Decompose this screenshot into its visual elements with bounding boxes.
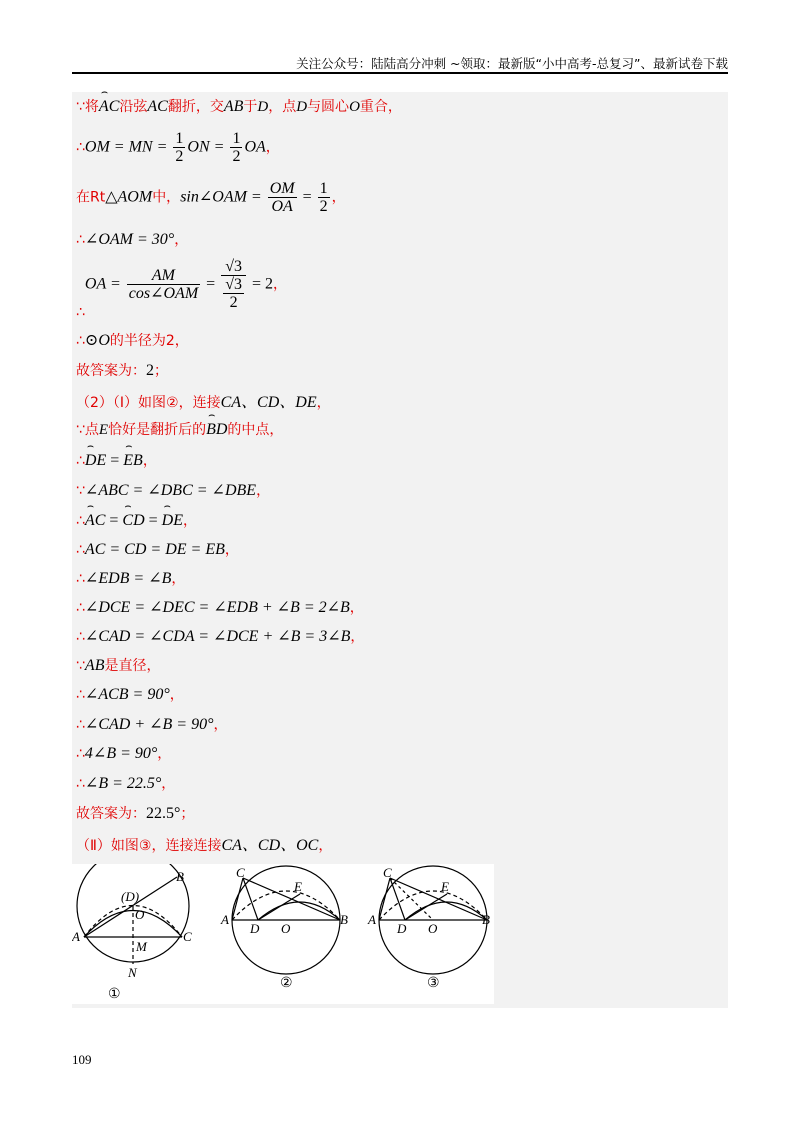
text: 的半径为2，: [109, 333, 189, 349]
math: =: [105, 512, 123, 529]
header-rule: [72, 72, 728, 74]
line-22: [76, 803, 194, 823]
line-10: [76, 450, 157, 470]
denominator: cos∠OAM: [128, 285, 199, 302]
fig2-label-a: A: [221, 912, 229, 927]
math: ∠CAD + ∠B = 90°: [84, 716, 214, 733]
math: AC = CD = DE = EB: [84, 541, 225, 558]
line-16: [76, 626, 364, 646]
fig3-dashed-arc: [379, 891, 487, 920]
fig2-label-c: C: [236, 865, 245, 880]
math: ∠OAM = 30°: [84, 231, 175, 248]
math: O: [349, 99, 360, 115]
math: =: [298, 188, 316, 206]
punct: ，: [331, 189, 346, 206]
fig2-label-o: O: [281, 921, 291, 936]
arc-ac: ⌢ AC: [85, 512, 105, 530]
fig1-label-n: N: [128, 965, 137, 980]
line-9: [76, 419, 283, 439]
punct: ，: [256, 483, 271, 499]
punct: ，: [224, 542, 239, 558]
fig1-caption: ①: [108, 987, 121, 1002]
math: OM = MN =: [84, 138, 172, 156]
punct: ，: [171, 571, 186, 587]
line-14: [76, 568, 185, 588]
text: 中，: [152, 189, 181, 206]
fig3-label-b: B: [482, 912, 490, 927]
math: ∠DCE = ∠DEC = ∠EDB + ∠B = 2∠B: [84, 599, 350, 616]
line-17: [76, 655, 160, 675]
punct: ，: [161, 776, 176, 792]
fig3-line-cd: [390, 878, 405, 920]
therefore-symbol: ∴: [76, 139, 85, 156]
therefore-symbol: ∴: [76, 687, 85, 703]
math: D: [257, 99, 269, 115]
line-11: [76, 480, 270, 500]
fig1-label-o: O: [135, 907, 145, 922]
fig3-caption: ③: [427, 976, 440, 991]
punct: ，: [142, 453, 157, 469]
math: OA: [244, 138, 266, 156]
line-21: [76, 773, 175, 793]
therefore-symbol: ∴: [76, 746, 85, 762]
math: ⊙O: [84, 332, 110, 349]
therefore-symbol: ∴: [76, 333, 85, 349]
fig1-label-m: M: [136, 939, 147, 954]
math: △AOM: [105, 188, 153, 206]
math: ON =: [187, 138, 229, 156]
line-15: [76, 597, 364, 617]
solution-content: [72, 92, 728, 1008]
math: 4∠B = 90°: [84, 745, 158, 762]
fig2-dashed-arc: [232, 891, 340, 920]
line-13: [76, 539, 239, 559]
math: CA、CD、OC: [221, 837, 319, 854]
therefore-symbol: ∴: [76, 232, 85, 248]
numerator: OM: [269, 180, 295, 197]
math: AC: [147, 98, 168, 115]
line-8: [76, 389, 331, 412]
text: ∵将: [76, 99, 99, 115]
line-7: [76, 360, 168, 380]
nested-fraction: [221, 276, 246, 311]
text: 恰好是翻折后的: [108, 422, 207, 438]
punct: ，: [169, 687, 184, 703]
numerator: √3: [225, 276, 242, 293]
line-3: [76, 180, 346, 215]
fraction: [127, 267, 200, 302]
math: = 2: [247, 275, 273, 293]
numerator: 1: [232, 130, 241, 147]
text: （2）（Ⅰ）如图②，连接: [76, 395, 221, 411]
line-18: [76, 684, 184, 704]
text: 是直径，: [104, 658, 161, 674]
math: ∠B = 22.5°: [84, 775, 162, 792]
math: ∠ABC = ∠DBC = ∠DBE: [84, 482, 257, 499]
therefore-symbol: ∴: [76, 629, 85, 645]
denominator: OA: [271, 198, 293, 215]
punct: ，: [174, 232, 189, 248]
punct: ，: [157, 746, 172, 762]
fig1-label-d: (D): [121, 889, 140, 904]
arc-de: ⌢ DE: [162, 512, 183, 530]
text: 故答案为：: [76, 363, 146, 379]
arc-ac: ⌢ AC: [99, 98, 119, 116]
math: =: [144, 512, 162, 529]
text: 的中点，: [227, 422, 284, 438]
therefore-symbol: ∴: [76, 600, 85, 616]
denominator: 2: [175, 148, 184, 165]
text: ，点: [268, 99, 297, 115]
text: 故答案为：: [76, 806, 146, 822]
page-header: 关注公众号：陆陆高分冲刺 ~领取：最新版“小中高考-总复习”、最新试卷下载: [296, 56, 728, 71]
math: ∠EDB = ∠B: [84, 570, 172, 587]
therefore-symbol: ∴: [76, 717, 85, 733]
numerator: √3: [221, 258, 246, 276]
text: 沿弦: [119, 99, 148, 115]
text: 于: [243, 99, 258, 115]
figure-2: [232, 866, 340, 974]
arc-eb: ⌢ EB: [123, 452, 143, 470]
fraction: [221, 258, 246, 311]
denominator: 2: [319, 198, 328, 215]
line-12: [76, 510, 197, 530]
fig2-label-b: B: [340, 912, 348, 927]
punct: ，: [318, 838, 333, 854]
therefore-symbol: ∴: [76, 453, 85, 469]
text: 与圆心: [307, 99, 350, 115]
figures-panel: [72, 864, 494, 1004]
therefore-symbol: ∴: [76, 513, 85, 529]
punct: ，: [265, 139, 280, 156]
numerator: 1: [319, 180, 328, 197]
page-number: 109: [72, 1052, 92, 1067]
text: （Ⅱ）如图③，连接连接: [76, 838, 222, 854]
line-6: [76, 330, 189, 350]
fig1-label-c: C: [183, 929, 192, 944]
math: ∠ACB = 90°: [84, 686, 170, 703]
fig3-label-o: O: [428, 921, 438, 936]
text: 在Rt: [76, 189, 106, 206]
arc-bd: ⌢ BD: [206, 421, 227, 439]
math: CA、CD、DE: [220, 394, 317, 411]
math: =: [106, 452, 124, 469]
answer-value: 22.5°: [146, 805, 181, 822]
fraction: [318, 180, 330, 215]
fig2-label-d: D: [250, 921, 260, 936]
text: 翻折，交: [167, 99, 224, 115]
line-23: [76, 832, 332, 855]
figure-3: [379, 866, 487, 974]
line-2: [76, 130, 280, 165]
fig1-label-b: B: [176, 869, 184, 884]
line-19: [76, 714, 228, 734]
math: ∠CAD = ∠CDA = ∠DCE + ∠B = 3∠B: [84, 628, 351, 645]
fraction: [230, 130, 242, 165]
numerator: 1: [175, 130, 184, 147]
denominator: 2: [229, 294, 238, 311]
punct: ，: [273, 276, 287, 293]
fig3-label-c: C: [383, 865, 392, 880]
math: E: [98, 422, 109, 438]
therefore-symbol: ∴: [76, 571, 85, 587]
denominator: 2: [232, 148, 241, 165]
fig2-caption: ②: [280, 976, 293, 991]
punct: ，: [349, 600, 364, 616]
fraction: [173, 130, 185, 165]
punct: ；: [154, 363, 168, 379]
arc-cd: ⌢ CD: [122, 512, 144, 530]
geometry-figures: [72, 864, 494, 1004]
punct: ，: [213, 717, 228, 733]
line-1: [76, 96, 402, 116]
math: AB: [223, 98, 244, 115]
fig3-label-a: A: [368, 912, 376, 927]
punct: ，: [183, 513, 197, 529]
line-4: [76, 229, 188, 249]
math: =: [202, 275, 220, 293]
fig2-line-cd: [243, 878, 258, 920]
therefore-symbol: ∴: [76, 304, 85, 321]
line-20: [76, 743, 171, 763]
math: OA =: [84, 275, 125, 293]
math: D: [296, 99, 308, 115]
punct: ；: [180, 806, 195, 822]
fig1-label-a: A: [72, 929, 80, 944]
arc-de: ⌢ DE: [85, 452, 106, 470]
numerator: AM: [127, 267, 200, 285]
fraction: [268, 180, 297, 215]
fig2-folded-arc: [258, 902, 340, 920]
fig2-label-e: E: [294, 879, 302, 894]
therefore-symbol: ∴: [76, 542, 85, 558]
therefore-symbol: ∴: [76, 776, 85, 792]
fig3-line-oc: [390, 878, 433, 920]
line-5: [76, 258, 287, 321]
fig3-label-d: D: [397, 921, 407, 936]
math: sin∠OAM =: [180, 188, 266, 206]
figure-1: [77, 864, 189, 964]
punct: ，: [350, 629, 365, 645]
because-symbol: ∵: [76, 658, 85, 674]
text: ∵点: [76, 422, 99, 438]
answer-value: 2: [146, 362, 154, 379]
punct: ，: [316, 395, 331, 411]
text: 重合，: [359, 99, 402, 115]
fig1-line-ab: [84, 877, 177, 937]
fig3-label-e: E: [441, 879, 449, 894]
math: AB: [84, 657, 105, 674]
because-symbol: ∵: [76, 483, 85, 499]
